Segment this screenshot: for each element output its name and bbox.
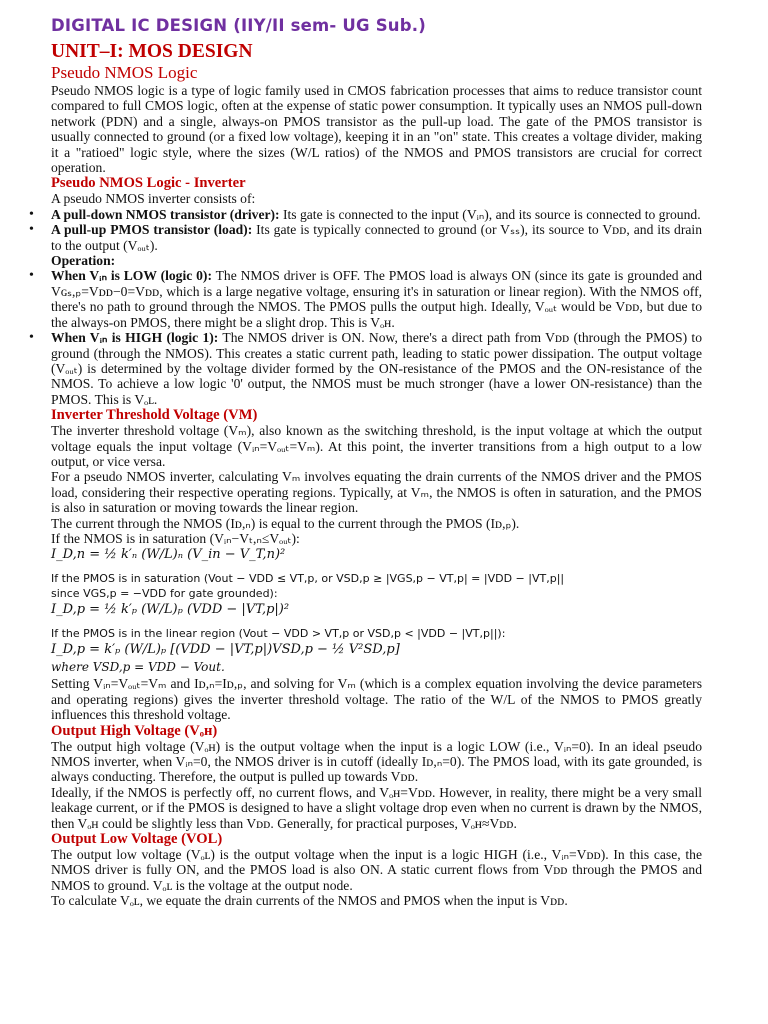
- vm-paragraph-5: Setting Vᵢₙ=Vₒᵤₜ=Vₘ and Iᴅ,ₙ=Iᴅ,ₚ, and solving for Vₘ (which is a complex equation involving the device parameters and operating regions) gives the inverter threshold voltage. The ratio of the W/L of the NMOS to PMOS greatly influences this threshold voltage.: [51, 676, 702, 723]
- inverter-lead: A pseudo NMOS inverter consists of:: [51, 191, 256, 207]
- vm-paragraph-3: The current through the NMOS (Iᴅ,ₙ) is equal to the current through the PMOS (Iᴅ,ₚ).: [51, 515, 520, 531]
- list-item-text: Its gate is typically connected to ground (or Vₛₛ), its source to Vᴅᴅ, and its drain to the output (Vₒᵤₜ).: [51, 222, 702, 253]
- intro-paragraph: Pseudo NMOS logic is a type of logic family used in CMOS fabrication processes that aims to reduce transistor count compared to full CMOS logic, often at the expense of static power consumption. It typically uses an NMOS pull-down network (PDN) and a single, always-on PMOS transistor as the pull-up load. The gate of the PMOS transistor is usually connected to ground (or a fixed low voltage), keeping it in an "on" state. This creates a voltage divider, making it a "ratioed" logic style, where the sizes (W/L ratios) of the NMOS and PMOS transistors are crucial for correct operation.: [51, 83, 702, 176]
- equation-pmos-saturation: I_D,p = ½ k′ₚ (W/L)ₚ (VDD − |VT,p|)²: [51, 602, 290, 618]
- section-heading-vm: Inverter Threshold Voltage (VM): [51, 407, 258, 424]
- section-heading-inverter: Pseudo NMOS Logic - Inverter: [51, 175, 246, 192]
- vm-paragraph-1: The inverter threshold voltage (Vₘ), also known as the switching threshold, is the input voltage at which the output voltage equals the input voltage (Vᵢₙ=Vₒᵤₜ=Vₘ). At this point, the inverter transitions from a high output to a low output, or vice versa.: [51, 423, 702, 469]
- list-item-text: Its gate is connected to the input (Vᵢₙ), and its source is connected to ground.: [282, 206, 701, 222]
- list-item: [51, 222, 702, 253]
- note-pmos-linear: If the PMOS is in the linear region (Vout − VDD > VT,p or VSD,p < |VDD − |VT,p||):: [51, 627, 506, 641]
- vol-paragraph-1: The output low voltage (Vₒʟ) is the output voltage when the input is a logic HIGH (i.e., Vᵢₙ=Vᴅᴅ). In this case, the NMOS driver is fully ON, and the PMOS load is also ON. A static current flows from Vᴅᴅ through the PMOS and NMOS to ground. Vₒʟ is the voltage at the output node.: [51, 847, 702, 893]
- list-item: [51, 330, 702, 407]
- list-item: [51, 268, 702, 330]
- vm-paragraph-4: If the NMOS is in saturation (Vᵢₙ−Vₜ,ₙ≤Vₒᵤₜ):: [51, 530, 300, 546]
- note-pmos-saturation: If the PMOS is in saturation (Vout − VDD ≤ VT,p, or VSD,p ≥ |VGS,p − VT,p| = |VDD − |VT,p||: [51, 572, 565, 586]
- course-title: DIGITAL IC DESIGN (IIY/II sem- UG Sub.): [51, 16, 426, 35]
- vm-paragraph-2: For a pseudo NMOS inverter, calculating Vₘ involves equating the drain currents of the NMOS driver and the PMOS load, considering their respective operating regions. Typically, at Vₘ, the NMOS is often in saturation, and the PMOS is also in saturation or moving towards the linear region.: [51, 469, 702, 516]
- voh-paragraph-2: Ideally, if the NMOS is perfectly off, no current flows, and Vₒʜ=Vᴅᴅ. However, in reality, there might be a very small leakage current, or if the PMOS is designed to have a slight voltage drop even when no current is drawn by the NMOS, then Vₒʜ could be slightly less than Vᴅᴅ. Generally, for practical purposes, Vₒʜ≈Vᴅᴅ.: [51, 784, 702, 831]
- list-item-label: A pull-up PMOS transistor (load):: [51, 222, 253, 238]
- list-item-text: The NMOS driver is ON. Now, there's a direct path from Vᴅᴅ (through the PMOS) to ground (through the NMOS). This creates a static current path, leading to static power dissipation. The output voltage (Vₒᵤₜ) is determined by the voltage divider formed by the ON-resistance of the PMOS and the ON-resistance of the NMOS. To achieve a low logic '0' output, the NMOS must be much stronger (have a lower ON-resistance) than the PMOS. This is Vₒʟ.: [51, 330, 703, 407]
- equation-nmos-saturation: I_D,n = ½ k′ₙ (W/L)ₙ (V_in − V_T,n)²: [51, 547, 286, 563]
- note-gate-grounded: since VGS,p = −VDD for gate grounded):: [51, 587, 278, 601]
- section-heading-vol: Output Low Voltage (VOL): [51, 831, 223, 848]
- equation-where-vsd: where VSD,p = VDD − Vout.: [51, 660, 225, 675]
- component-list: [51, 207, 702, 253]
- document-page: [51, 14, 702, 909]
- topic-title: Pseudo NMOS Logic: [51, 63, 198, 82]
- operation-list: [51, 268, 702, 407]
- list-item-label: When Vᵢₙ is HIGH (logic 1):: [51, 330, 219, 346]
- list-item-label: A pull-down NMOS transistor (driver):: [51, 206, 280, 222]
- section-heading-voh: Output High Voltage (Vₒʜ): [51, 722, 218, 739]
- equation-pmos-linear: I_D,p = k′ₚ (W/L)ₚ [(VDD − |VT,p|)VSD,p − ½ V²SD,p]: [51, 642, 400, 658]
- unit-title: UNIT–I: MOS DESIGN: [51, 41, 253, 62]
- list-item-text: The NMOS driver is OFF. The PMOS load is always ON (since its gate is grounded and Vɢₛ,ₚ=Vᴅᴅ−0=Vᴅᴅ, which is a large negative voltage, ensuring it's in saturation or linear region). With the NMOS off, there's no path to ground through the NMOS. The PMOS pulls the output high. Ideally, Vₒᵤₜ would be Vᴅᴅ, but due to the always-on PMOS, there might be a slight drop. This is Vₒʜ.: [51, 268, 703, 330]
- list-item-label: When Vᵢₙ is LOW (logic 0):: [51, 268, 212, 284]
- voh-paragraph-1: The output high voltage (Vₒʜ) is the output voltage when the input is a logic LOW (i.e., Vᵢₙ=0). In an ideal pseudo NMOS inverter, when Vᵢₙ=0, the NMOS driver is in cutoff (ideally Iᴅ,ₙ=0). The PMOS load, with its gate grounded, is always conducting. Therefore, the output is pulled up towards Vᴅᴅ.: [51, 738, 702, 785]
- vol-paragraph-2: To calculate Vₒʟ, we equate the drain currents of the NMOS and PMOS when the input is Vᴅᴅ.: [51, 893, 568, 909]
- operation-label: Operation:: [51, 253, 116, 269]
- list-item: [51, 207, 702, 222]
